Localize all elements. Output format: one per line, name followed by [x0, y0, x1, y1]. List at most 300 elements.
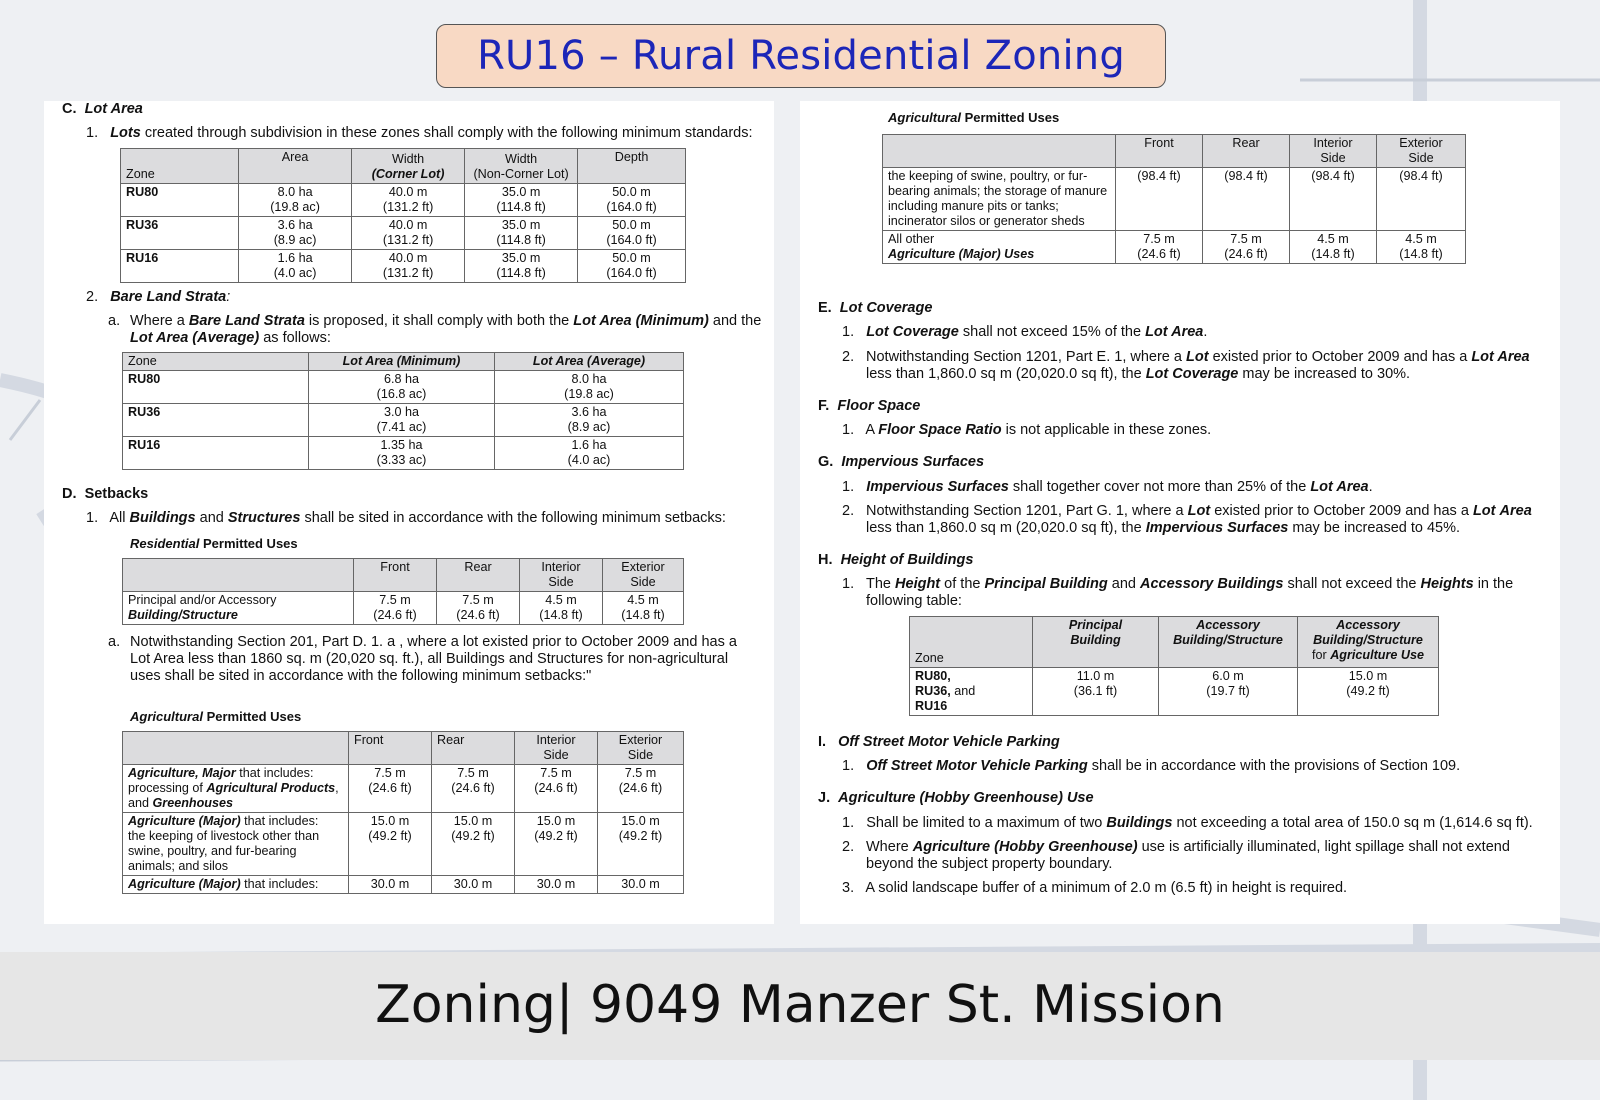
cell: Principal and/or Accessory	[128, 593, 277, 607]
cell: 50.0 m	[612, 218, 651, 232]
cell: 40.0 m	[388, 185, 428, 199]
caption-italic: Agricultural	[130, 709, 203, 724]
zone-cell: RU36	[126, 218, 159, 232]
header-text: Accessory	[1336, 618, 1400, 632]
section-title: Agriculture (Hobby Greenhouse) Use	[838, 790, 1094, 806]
cell: (49.2 ft)	[368, 829, 412, 843]
item-letter: a.	[108, 313, 121, 329]
header-text: Agriculture Use	[1330, 648, 1424, 662]
item-number: 1.	[842, 479, 855, 495]
agricultural-caption	[130, 709, 301, 725]
lot-area-item-1	[86, 125, 776, 142]
text: The	[866, 576, 891, 592]
caption-text: Permitted Uses	[202, 536, 298, 551]
header-text: for	[1312, 648, 1327, 662]
zone-cell: RU36	[128, 405, 161, 419]
col-header-interior-side	[1290, 135, 1377, 168]
cell: 30.0 m	[349, 876, 432, 894]
agricultural-caption-right	[888, 110, 1059, 126]
col-header-accessory-agriculture	[1298, 617, 1439, 668]
item-number: 2.	[842, 349, 855, 365]
cell: 3.6 ha	[571, 405, 607, 419]
text: less than 1,860.0 sq m (20,020.0 sq ft), the	[866, 520, 1142, 536]
section-label: E.	[818, 300, 832, 316]
text: Where a	[130, 313, 185, 329]
section-c-label: C.	[62, 101, 77, 117]
col-header-accessory-building	[1159, 617, 1298, 668]
item-number: 2.	[86, 289, 99, 305]
term: Lot Area (Average)	[130, 330, 260, 346]
table-row	[121, 184, 686, 217]
col-header-front: Front	[1116, 135, 1203, 168]
cell: 7.5 m	[462, 593, 494, 607]
cell: 50.0 m	[612, 185, 651, 199]
item-number: 1.	[842, 324, 855, 340]
bare-land-strata-item-a	[108, 313, 768, 347]
term: Lot	[1187, 503, 1211, 519]
cell: All other	[888, 232, 935, 246]
cell: (114.8 ft)	[496, 266, 546, 280]
col-header-exterior-side	[598, 732, 684, 765]
left-document-page	[44, 101, 774, 924]
header-text: Interior	[1313, 136, 1353, 150]
cell: 4.5 m	[1405, 232, 1437, 246]
header-text: Principal	[1068, 618, 1123, 632]
col-header-exterior-side	[1377, 135, 1466, 168]
item-number: 1.	[842, 576, 855, 592]
term: Agriculture (Major)	[128, 814, 241, 828]
text: that includes:	[244, 814, 319, 828]
text: shall not exceed 15% of the	[962, 324, 1142, 340]
zone-cell: RU16	[915, 699, 948, 713]
section-c-heading	[62, 101, 143, 117]
item-number: 2.	[842, 503, 855, 519]
residential-setbacks-table	[122, 558, 684, 625]
cell: (98.4 ft)	[1377, 168, 1466, 231]
section-f-heading	[818, 398, 920, 414]
col-header-interior-side	[515, 732, 598, 765]
text: may be increased to 45%.	[1292, 520, 1461, 536]
greenhouse-item-2	[842, 839, 1542, 873]
section-title: Impervious Surfaces	[841, 454, 985, 470]
table-row	[123, 371, 684, 404]
item-number: 3.	[842, 880, 855, 896]
text: is proposed, it shall comply with both the	[308, 313, 570, 329]
section-g-heading	[818, 454, 984, 470]
cell: 8.0 ha	[571, 372, 607, 386]
header-text: Building/Structure	[1313, 633, 1423, 647]
term: Off Street Motor Vehicle Parking	[866, 758, 1088, 774]
text: less than 1,860.0 sq m (20,020.0 sq ft), the	[866, 366, 1142, 382]
cell: 11.0 m	[1076, 669, 1115, 683]
greenhouse-item-3	[842, 880, 1542, 897]
cell: 4.5 m	[627, 593, 659, 607]
cell: (8.9 ac)	[567, 420, 611, 434]
cell: (14.8 ft)	[1399, 247, 1443, 261]
cell: (19.7 ft)	[1206, 684, 1250, 698]
text: and	[199, 510, 224, 526]
text: in the following table:	[866, 576, 1514, 609]
text: shall together cover not more than 25% of the	[1012, 479, 1307, 495]
term: Lot Area (Minimum)	[573, 313, 709, 329]
agricultural-setbacks-table-right	[882, 134, 1466, 264]
lot-area-table	[120, 148, 686, 283]
section-label: G.	[818, 454, 834, 470]
cell: 6.8 ha	[383, 372, 419, 386]
cell: (131.2 ft)	[382, 233, 434, 247]
col-header-zone: Zone	[910, 617, 1033, 668]
floor-space-item-1	[842, 422, 1542, 439]
header-text: Width	[504, 152, 538, 166]
text: may be increased to 30%.	[1242, 366, 1411, 382]
term: Heights	[1420, 576, 1474, 592]
height-item-1	[842, 576, 1542, 610]
item-number: 1.	[842, 815, 855, 831]
term: Buildings	[1106, 815, 1173, 831]
cell: (24.6 ft)	[534, 781, 578, 795]
cell: (7.41 ac)	[376, 420, 427, 434]
lot-coverage-item-2	[842, 349, 1542, 383]
cell: (4.0 ac)	[273, 266, 317, 280]
cell: (36.1 ft)	[1073, 684, 1118, 698]
table-row	[123, 813, 684, 876]
zone-cell: RU16	[128, 438, 161, 452]
cell: (131.2 ft)	[382, 200, 434, 214]
section-title: Off Street Motor Vehicle Parking	[838, 734, 1060, 750]
text: ,	[335, 781, 339, 795]
col-header-area: Area	[239, 149, 352, 184]
cell: (19.8 ac)	[270, 200, 320, 214]
col-header-width-noncorner	[465, 149, 578, 184]
header-text: Side	[627, 748, 654, 762]
text: use is artificially illuminated, light spillage shall not extend beyond the subject property boundary.	[866, 839, 1510, 872]
header-text: Interior	[541, 560, 581, 574]
section-d-label: D.	[62, 486, 77, 502]
bare-land-strata-heading: 2. Bare Land Strata:	[86, 289, 231, 305]
table-row	[883, 231, 1466, 264]
caption-text: Permitted Uses	[206, 709, 302, 724]
cell: (8.9 ac)	[273, 233, 317, 247]
cell: 1.6 ha	[571, 438, 607, 452]
cell: 1.6 ha	[277, 251, 313, 265]
header-text: Exterior	[621, 560, 665, 574]
slide-title-box	[436, 24, 1166, 88]
item-number: 1.	[842, 758, 855, 774]
table-row	[123, 437, 684, 470]
term: Principal Building	[984, 576, 1108, 592]
text: and the	[712, 313, 762, 329]
cell: (24.6 ft)	[456, 608, 500, 622]
zone-cell: RU80	[126, 185, 159, 199]
text: and	[1111, 576, 1136, 592]
term: Lot Area	[1471, 349, 1530, 365]
section-label: H.	[818, 552, 833, 568]
col-header-front: Front	[349, 732, 432, 765]
cell: 15.0 m	[453, 814, 493, 828]
cell: 4.5 m	[1317, 232, 1349, 246]
text: of the	[944, 576, 981, 592]
cell: 7.5 m	[457, 766, 489, 780]
bare-land-strata-title: Bare Land Strata	[110, 289, 227, 305]
term: Bare Land Strata	[188, 313, 305, 329]
item-number: 2.	[842, 839, 855, 855]
term: Height	[895, 576, 941, 592]
cell: 15.0 m	[1348, 669, 1388, 683]
cell: 35.0 m	[501, 218, 541, 232]
cell: 30.0 m	[515, 876, 598, 894]
bare-land-strata-table	[122, 352, 684, 470]
cell: the keeping of swine, poultry, or fur-bearing animals; the storage of manure including manure pits or tanks; incinerator silos or generator sheds	[883, 168, 1116, 231]
section-h-heading	[818, 552, 973, 568]
term: Buildings	[129, 510, 196, 526]
cell: (131.2 ft)	[382, 266, 434, 280]
text: processing of	[128, 781, 203, 795]
term: Accessory Buildings	[1140, 576, 1284, 592]
text: is not applicable in these zones.	[1005, 422, 1212, 438]
cell: 50.0 m	[612, 251, 651, 265]
cell: 40.0 m	[388, 218, 428, 232]
header-text: Side	[1408, 151, 1434, 165]
cell: (3.33 ac)	[376, 453, 427, 467]
section-i-heading	[818, 734, 1060, 750]
term: Agricultural Products	[206, 781, 336, 795]
cell: (4.0 ac)	[567, 453, 611, 467]
text: A solid landscape buffer of a minimum of 2.0 m (6.5 ft) in height is required.	[865, 880, 1348, 896]
header-text: Side	[548, 575, 574, 589]
residential-caption	[130, 536, 298, 552]
cell: 35.0 m	[501, 251, 541, 265]
cell: (114.8 ft)	[496, 233, 546, 247]
cell: (14.8 ft)	[1311, 247, 1355, 261]
text: Shall be limited to a maximum of two	[866, 815, 1103, 831]
col-header-zone: Zone	[123, 353, 309, 371]
col-header-lot-area-min: Lot Area (Minimum)	[342, 354, 461, 368]
term: Agriculture, Major	[128, 766, 236, 780]
cell: 1.35 ha	[380, 438, 423, 452]
cell: Building/Structure	[128, 608, 238, 622]
term: Greenhouses	[152, 796, 234, 810]
col-header-rear: Rear	[1203, 135, 1290, 168]
section-label: I.	[818, 734, 827, 750]
setbacks-item-1	[86, 510, 776, 527]
term: Impervious Surfaces	[1145, 520, 1289, 536]
text: existed prior to October 2009 and has a	[1212, 349, 1468, 365]
item-number: 1.	[86, 510, 99, 526]
header-text: Side	[543, 748, 569, 762]
term: Lot Coverage	[1145, 366, 1239, 382]
table-row	[910, 668, 1439, 716]
text: that includes:	[239, 766, 314, 780]
agricultural-setbacks-table	[122, 731, 684, 894]
section-label: F.	[818, 398, 830, 414]
cell: (98.4 ft)	[1290, 168, 1377, 231]
cell: Agriculture (Major) Uses	[888, 247, 1035, 261]
cell: (24.6 ft)	[1137, 247, 1181, 261]
setbacks-item-a	[108, 634, 752, 685]
parking-item-1	[842, 758, 1542, 775]
header-text: Accessory	[1196, 618, 1260, 632]
term: Lot	[1186, 349, 1209, 365]
table-row	[883, 168, 1466, 231]
cell: 3.6 ha	[277, 218, 313, 232]
cell: 7.5 m	[624, 766, 657, 780]
cell: 40.0 m	[388, 251, 428, 265]
cell: 15.0 m	[536, 814, 576, 828]
cell: 8.0 ha	[277, 185, 313, 199]
cell: (24.6 ft)	[618, 781, 663, 795]
cell: 7.5 m	[374, 766, 406, 780]
col-header-exterior-side	[603, 559, 684, 592]
cell: 30.0 m	[432, 876, 515, 894]
table-row	[123, 592, 684, 625]
text: .	[1203, 324, 1208, 340]
zone-cell: RU80	[128, 372, 161, 386]
term: Lot Coverage	[866, 324, 959, 340]
cell: (14.8 ft)	[621, 608, 665, 622]
text: Where	[866, 839, 909, 855]
zone-cell: RU80,	[915, 669, 951, 683]
text: Notwithstanding Section 1201, Part E. 1, where a	[866, 349, 1182, 365]
section-label: J.	[818, 790, 831, 806]
cell: 7.5 m	[540, 766, 572, 780]
greenhouse-item-1	[842, 815, 1562, 832]
table-row	[123, 765, 684, 813]
term: Structures	[227, 510, 301, 526]
cell: (24.6 ft)	[1224, 247, 1268, 261]
height-of-buildings-table	[909, 616, 1439, 716]
cell: 15.0 m	[370, 814, 410, 828]
cell: (98.4 ft)	[1203, 168, 1290, 231]
caption-text: Permitted Uses	[964, 110, 1060, 125]
text: shall be sited in accordance with the following minimum setbacks:	[304, 510, 726, 526]
cell: (24.6 ft)	[368, 781, 412, 795]
section-title: Lot Coverage	[839, 300, 933, 316]
header-text: Building/Structure	[1173, 633, 1283, 647]
cell: (24.6 ft)	[451, 781, 495, 795]
header-text: Exterior	[618, 733, 663, 747]
term: Floor Space Ratio	[878, 422, 1002, 438]
table-row	[121, 250, 686, 283]
text: as follows:	[263, 330, 331, 346]
cell: (114.8 ft)	[496, 200, 546, 214]
cell: (98.4 ft)	[1116, 168, 1203, 231]
item-letter: a.	[108, 634, 121, 650]
cell: (49.2 ft)	[1346, 684, 1390, 698]
item-number: 1.	[842, 422, 855, 438]
table-row	[123, 876, 684, 894]
lot-area-item-1-text: created through subdivision in these zones shall comply with the following minimum standards:	[144, 125, 753, 141]
header-text: Side	[630, 575, 656, 589]
col-header-front: Front	[354, 559, 437, 592]
caption-italic: Agricultural	[888, 110, 961, 125]
cell: (49.2 ft)	[534, 829, 578, 843]
text: shall not exceed the	[1287, 576, 1417, 592]
col-header-interior-side	[520, 559, 603, 592]
header-text: (Corner Lot)	[371, 167, 445, 181]
cell: (164.0 ft)	[606, 266, 657, 280]
text: the keeping of livestock other than swine, poultry, and fur-bearing animals; and silos	[128, 829, 320, 873]
cell: (49.2 ft)	[451, 829, 495, 843]
cell: 3.0 ha	[383, 405, 419, 419]
text: not exceeding a total area of 150.0 sq m (1,614.6 sq ft).	[1176, 815, 1533, 831]
zone-cell: RU36,	[915, 684, 951, 698]
cell: 7.5 m	[379, 593, 411, 607]
section-d-title: Setbacks	[84, 486, 149, 502]
table-row	[123, 404, 684, 437]
section-title: Height of Buildings	[840, 552, 974, 568]
header-text: Exterior	[1399, 136, 1443, 150]
cell: (49.2 ft)	[618, 829, 663, 843]
col-header-depth: Depth	[578, 149, 686, 184]
zone-cell: RU16	[126, 251, 159, 265]
cell: 4.5 m	[545, 593, 577, 607]
impervious-item-2	[842, 503, 1542, 537]
cell: (19.8 ac)	[564, 387, 614, 401]
text: A	[865, 422, 875, 438]
section-j-heading	[818, 790, 1094, 806]
table-row	[121, 217, 686, 250]
term: Agriculture (Major)	[128, 877, 241, 891]
footer-caption: Zoning| 9049 Manzer St. Mission	[375, 975, 1225, 1035]
cell: 7.5 m	[1230, 232, 1262, 246]
cell: 35.0 m	[501, 185, 541, 199]
section-title: Floor Space	[837, 398, 921, 414]
cell: 30.0 m	[598, 876, 684, 894]
impervious-item-1	[842, 479, 1542, 496]
setbacks-item-a-text: Notwithstanding Section 201, Part D. 1. a , where a lot existed prior to October 2009 and has a Lot Area less than 1860 sq. m (20,020 sq. ft.), all Buildings and Structures for non-agricultural uses shall be sited in accordance with the following minimum setbacks:"	[130, 634, 737, 684]
cell: 15.0 m	[621, 814, 660, 828]
cell: 6.0 m	[1212, 669, 1244, 683]
col-header-zone: Zone	[121, 149, 239, 184]
text: existed prior to October 2009 and has a	[1214, 503, 1469, 519]
section-e-heading	[818, 300, 932, 316]
text: Notwithstanding Section 1201, Part G. 1, where a	[866, 503, 1184, 519]
text: shall be in accordance with the provisions of Section 109.	[1091, 758, 1461, 774]
text: All	[109, 510, 126, 526]
header-text: Interior	[536, 733, 576, 747]
caption-italic: Residential	[130, 536, 200, 551]
right-document-page	[800, 101, 1560, 924]
term: Lot	[1472, 503, 1496, 519]
header-text: (Non-Corner Lot)	[473, 167, 569, 181]
cell: (14.8 ft)	[539, 608, 583, 622]
section-d-heading	[62, 486, 148, 502]
header-text: Building	[1070, 633, 1121, 647]
cell: (164.0 ft)	[606, 200, 657, 214]
term: Lot Area	[1145, 324, 1204, 340]
section-c-title: Lot Area	[84, 101, 143, 117]
cell: (24.6 ft)	[373, 608, 417, 622]
term-lots: Lots	[110, 125, 141, 141]
lot-coverage-item-1	[842, 324, 1542, 341]
col-header-rear: Rear	[432, 732, 515, 765]
cell: (16.8 ac)	[376, 387, 427, 401]
col-header-width-corner	[352, 149, 465, 184]
text: and	[128, 796, 150, 810]
header-text: Side	[1320, 151, 1346, 165]
term: Lot Area	[1310, 479, 1369, 495]
cell: 7.5 m	[1143, 232, 1175, 246]
text: .	[1368, 479, 1373, 495]
col-header-principal-building	[1033, 617, 1159, 668]
col-header-lot-area-avg: Lot Area (Average)	[532, 354, 646, 368]
term: Area	[1499, 503, 1532, 519]
item-number: 1.	[86, 125, 99, 141]
col-header-rear: Rear	[437, 559, 520, 592]
term: Agriculture (Hobby Greenhouse)	[912, 839, 1138, 855]
slide-title: RU16 – Rural Residential Zoning	[477, 33, 1125, 79]
zone-cell: and	[954, 684, 976, 698]
